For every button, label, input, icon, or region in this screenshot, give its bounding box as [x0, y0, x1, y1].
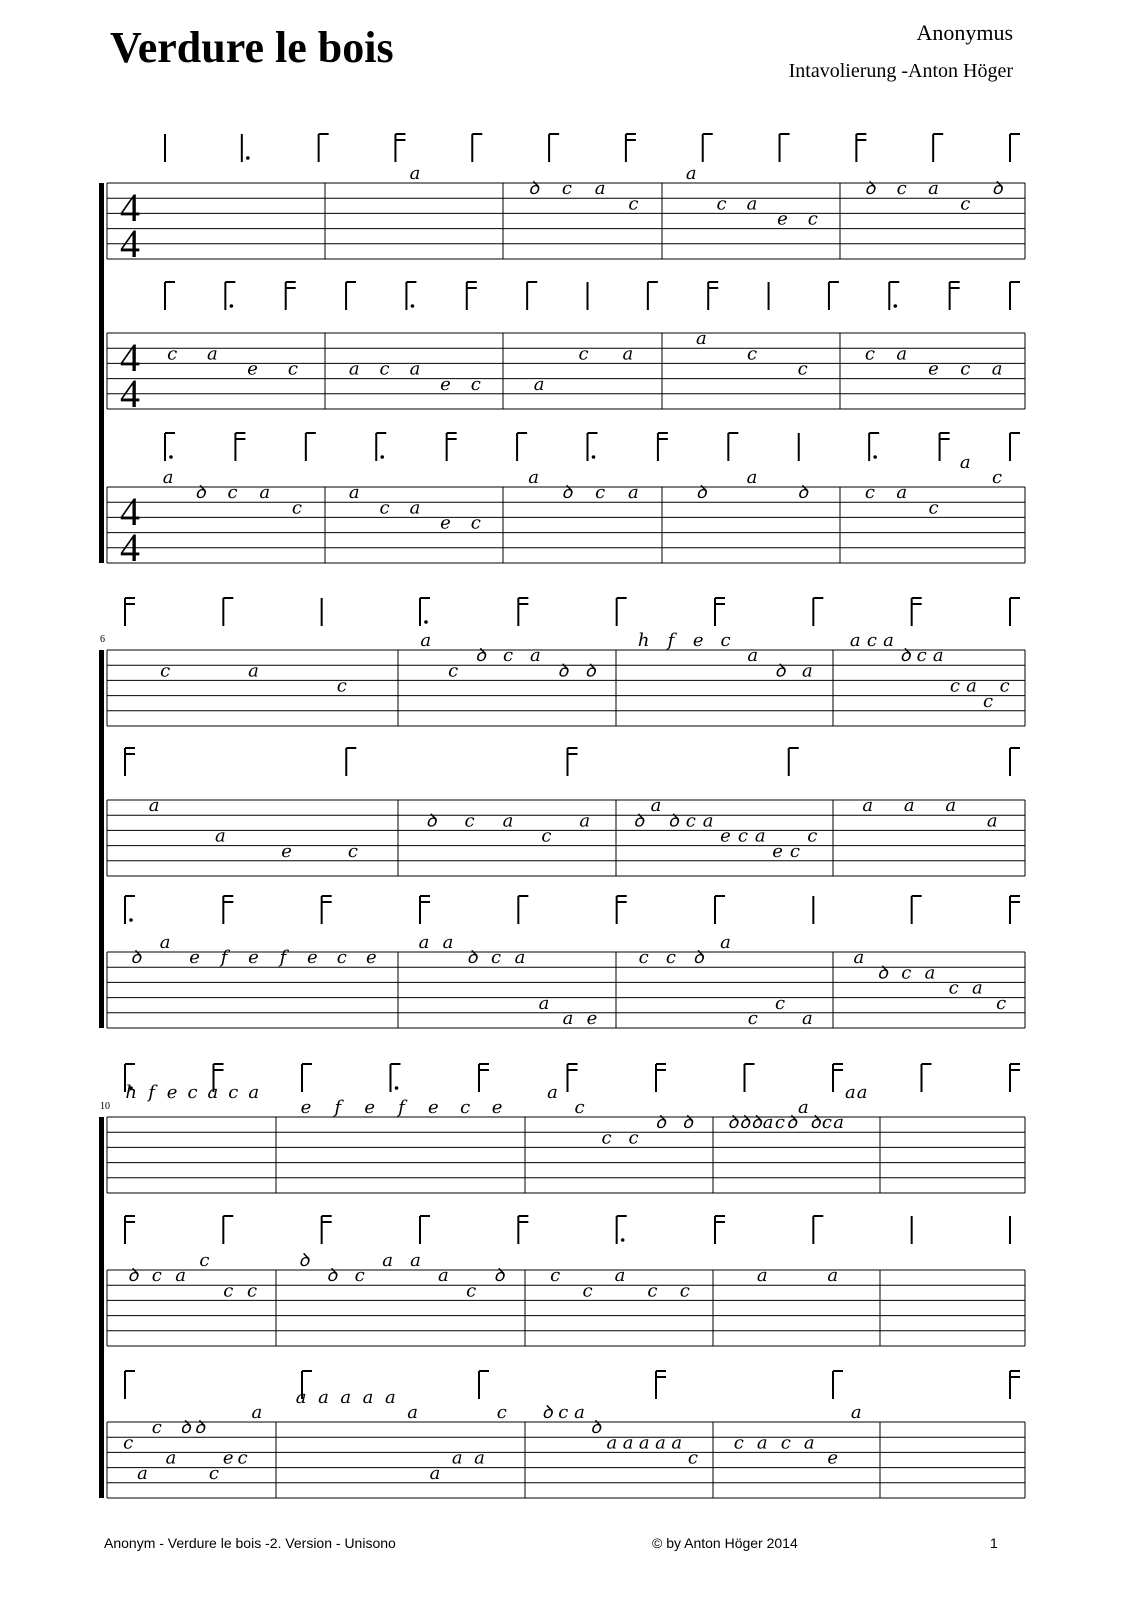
tab-letter: c [949, 675, 960, 697]
time-signature-bottom: 4 [120, 525, 140, 570]
tab-letter: f [148, 1081, 155, 1103]
rhythm-dot [380, 455, 384, 459]
tab-letter: c [550, 1265, 561, 1287]
tab-letter: a [502, 810, 514, 832]
tab-letter: a [259, 482, 271, 504]
tab-letter: c [160, 660, 171, 682]
tab-letter: c [733, 1432, 744, 1454]
tab-letter: c [628, 1127, 639, 1149]
tab-letter: e [772, 840, 783, 862]
tab-letter: c [578, 343, 589, 365]
tab-letter: ꝺ [130, 947, 142, 969]
tab-letter: a [382, 1250, 393, 1271]
tab-letter: a [162, 467, 174, 488]
tab-letter: a [862, 795, 874, 817]
tab-letter: ꝺ [668, 810, 679, 832]
tab-letter: c [737, 825, 748, 847]
tab-letter: c [470, 373, 481, 395]
tab-letter: c [821, 1112, 832, 1134]
tab-letter: a [318, 1386, 329, 1408]
tab-letter: a [798, 1097, 809, 1118]
tab-letter: c [502, 645, 514, 667]
tab-letter: c [541, 825, 552, 847]
rhythm-dot [592, 455, 596, 459]
tab-letter: c [247, 1280, 258, 1302]
tab-letter: c [448, 660, 459, 682]
tab-letter: c [960, 193, 971, 215]
footer-copyright: © by Anton Höger 2014 [652, 1535, 798, 1551]
rhythm-dot [411, 304, 415, 308]
tab-letter: c [582, 1280, 593, 1302]
tab-letter: c [807, 825, 818, 847]
time-signature-top: 4 [120, 335, 140, 380]
tab-letter: e [586, 1008, 598, 1029]
tab-letter: a [991, 358, 1003, 380]
tab-letter: ꝺ [298, 1250, 310, 1271]
tab-letter: a [622, 343, 634, 365]
tab-letter: c [336, 675, 347, 697]
tab-letter: c [151, 1265, 162, 1287]
tab-letter: ꝺ [326, 1265, 338, 1287]
tab-letter: a [528, 467, 539, 488]
time-signature-bottom: 4 [120, 371, 140, 416]
tab-letter: a [418, 932, 430, 953]
tab-letter: h [125, 1081, 138, 1103]
rhythm-dot [129, 918, 133, 922]
tab-letter: h [637, 630, 650, 651]
tab-letter: a [695, 328, 707, 350]
tab-letter: a [883, 630, 894, 651]
tab-letter: a [409, 358, 421, 380]
tab-letter: c [601, 1127, 612, 1149]
tab-letter: a [207, 343, 218, 365]
rhythm-dot [424, 620, 428, 624]
tab-letter: ꝺ [864, 178, 876, 200]
tab-letter: a [410, 1250, 421, 1271]
time-signature-top: 4 [120, 489, 140, 534]
tab-letter: ꝺ [528, 178, 540, 200]
tab-letter: ꝺ [561, 482, 573, 504]
tab-letter: a [762, 1112, 774, 1134]
tab-letter: e [928, 358, 939, 380]
tab-letter: ꝺ [584, 660, 596, 682]
tab-letter: f [334, 1097, 342, 1118]
tab-letter: c [460, 1097, 471, 1118]
tab-letter: e [307, 947, 318, 969]
tab-letter: a [514, 947, 526, 969]
composer: Anonymus [916, 20, 1013, 45]
tab-letter: ꝺ [877, 962, 888, 984]
tab-letter: c [228, 1081, 239, 1103]
tab-letter: ꝺ [179, 1417, 191, 1439]
tab-letter: a [606, 1432, 618, 1454]
tab-letter: a [207, 1081, 219, 1103]
tab-letter: e [281, 840, 292, 862]
tab-letter: a [702, 810, 714, 832]
tab-letter: a [429, 1462, 441, 1484]
tab-letter: a [137, 1462, 148, 1484]
tab-letter: a [685, 163, 697, 184]
tab-letter: f [220, 947, 228, 969]
tab-letter: a [574, 1402, 585, 1423]
tab-letter: e [692, 630, 704, 651]
tab-letter: a [932, 645, 944, 667]
tab-letter: e [222, 1447, 234, 1469]
tab-letter: c [999, 675, 1010, 697]
rhythm-dot [230, 304, 234, 308]
tab-letter: e [777, 208, 788, 230]
arranger-credit: Intavolierung -Anton Höger [788, 60, 1013, 82]
tab-letter: a [248, 660, 259, 682]
tab-letter: ꝺ [493, 1265, 505, 1287]
tab-letter: c [470, 512, 481, 534]
tab-letter: a [850, 1402, 862, 1423]
tab-letter: a [801, 1008, 813, 1029]
tab-letter: c [167, 343, 178, 365]
tab-letter: c [720, 630, 731, 651]
tab-letter: a [530, 645, 541, 667]
rhythm-dot [169, 455, 173, 459]
tab-letter: a [849, 630, 861, 651]
tab-letter: a [833, 1112, 844, 1134]
tab-letter: f [398, 1097, 405, 1118]
tab-letter: c [647, 1280, 658, 1302]
tab-letter: c [948, 977, 959, 999]
tab-letter: a [474, 1447, 485, 1469]
tab-letter: a [746, 193, 758, 215]
tab-letter: a [803, 1432, 815, 1454]
system-bracket [99, 183, 104, 563]
tab-letter: a [215, 825, 226, 847]
tab-letter: a [165, 1447, 177, 1469]
tab-letter: e [247, 358, 258, 380]
tab-letter: a [451, 1447, 463, 1469]
tab-letter: a [409, 497, 421, 519]
footer-left: Anonym - Verdure le bois -2. Version - Unisono [104, 1535, 396, 1551]
tab-letter: a [986, 810, 998, 832]
tab-letter: c [379, 358, 390, 380]
tab-letter: c [679, 1280, 690, 1302]
tab-letter: c [558, 1402, 569, 1423]
tab-letter: ꝺ [809, 1112, 821, 1134]
tab-letter: ꝺ [682, 1112, 693, 1134]
tab-letter: a [747, 645, 759, 667]
tab-letter: ꝺ [541, 1402, 553, 1423]
tab-letter: a [928, 178, 939, 200]
tab-letter: c [379, 497, 390, 519]
tab-letter: c [916, 645, 927, 667]
tab-letter: c [746, 343, 758, 365]
tab-letter: c [992, 467, 1003, 488]
rhythm-dot [893, 304, 897, 308]
tab-letter: e [365, 947, 377, 969]
tab-letter: c [208, 1462, 219, 1484]
tab-letter: ꝺ [194, 1417, 206, 1439]
tab-letter: e [166, 1081, 178, 1103]
rhythm-dot [246, 156, 250, 160]
tab-letter: a [148, 795, 160, 817]
tab-letter: c [595, 482, 606, 504]
tab-letter: a [248, 1081, 260, 1103]
tab-letter: c [996, 992, 1007, 1014]
tab-letter: ꝺ [475, 645, 486, 667]
tab-letter: a [756, 1432, 768, 1454]
tab-letter: c [864, 343, 875, 365]
page-title: Verdure le bois [110, 23, 394, 72]
tab-letter: c [199, 1250, 210, 1271]
tab-letter: a [437, 1265, 449, 1287]
tab-letter: a [853, 947, 865, 969]
tab-letter: ꝺ [425, 810, 437, 832]
tab-letter: c [928, 497, 939, 519]
tab-letter: c [466, 1280, 477, 1302]
tab-letter: c [901, 962, 912, 984]
time-signature-top: 4 [120, 185, 140, 230]
tab-letter: ꝺ [692, 947, 704, 969]
tab-letter: a [579, 810, 591, 832]
tab-letter: a [959, 451, 971, 473]
tab-letter: a [924, 962, 936, 984]
tab-letter: a [251, 1402, 263, 1423]
tab-letter: a [628, 482, 639, 504]
tab-letter: c [347, 840, 358, 862]
tab-letter: ꝺ [727, 1112, 739, 1134]
tab-letter: c [496, 1402, 507, 1423]
tab-letter: a [966, 675, 977, 697]
tab-letter: c [223, 1280, 234, 1302]
rhythm-dot [621, 1238, 625, 1242]
tab-letter: a [746, 467, 758, 488]
tab-letter: e [189, 947, 200, 969]
tab-letter: a [562, 1008, 574, 1029]
tab-letter: c [187, 1081, 198, 1103]
tab-letter: e [440, 373, 451, 395]
system-bracket [99, 650, 104, 1028]
time-signature-bottom: 4 [120, 221, 140, 266]
tab-letter: c [896, 178, 907, 200]
tab-letter: c [237, 1447, 248, 1469]
tab-letter: c [464, 810, 475, 832]
tab-letter: c [354, 1265, 365, 1287]
tab-letter: c [287, 358, 298, 380]
tab-letter: a [896, 343, 908, 365]
tab-letter: ꝺ [655, 1112, 666, 1134]
tab-letter: a [159, 932, 171, 953]
tab-letter: c [775, 992, 786, 1014]
tab-letter: a [384, 1386, 396, 1408]
tab-letter: c [490, 947, 502, 969]
tab-letter: c [151, 1417, 162, 1439]
tab-letter: e [440, 512, 451, 534]
tab-letter: c [716, 193, 727, 215]
tab-letter: a [622, 1432, 634, 1454]
tab-letter: a [594, 178, 606, 200]
tab-letter: a [845, 1081, 856, 1103]
tab-letter: a [671, 1432, 683, 1454]
system-bracket [99, 1117, 104, 1498]
tab-letter: c [561, 178, 572, 200]
tab-letter: a [409, 163, 421, 184]
tab-letter: e [300, 1097, 312, 1118]
tab-letter: f [279, 947, 287, 969]
tab-letter: a [420, 630, 432, 651]
tab-letter: c [960, 358, 971, 380]
tab-letter: c [983, 690, 994, 712]
tab-letter: c [687, 1447, 698, 1469]
tab-letter: c [123, 1432, 134, 1454]
tab-letter: a [362, 1386, 374, 1408]
tab-letter: c [789, 840, 801, 862]
tab-letter: c [291, 497, 302, 519]
tab-letter: ꝺ [991, 178, 1003, 200]
tab-letter: a [533, 373, 545, 395]
tab-letter: a [655, 1432, 666, 1454]
tab-letter: ꝺ [797, 482, 809, 504]
tab-letter: a [801, 660, 813, 682]
tab-letter: c [807, 208, 818, 230]
tab-letter: a [348, 482, 360, 504]
tab-letter: ꝺ [899, 645, 911, 667]
tab-letter: ꝺ [557, 660, 569, 682]
tab-letter: a [945, 795, 957, 817]
tab-letter: ꝺ [633, 810, 645, 832]
rhythm-dot [395, 1086, 399, 1090]
tab-letter: e [364, 1097, 375, 1118]
tab-letter: a [827, 1265, 839, 1287]
tab-letter: a [856, 1081, 868, 1103]
page-number: 1 [990, 1535, 998, 1551]
tab-letter: e [428, 1097, 439, 1118]
tab-letter: a [756, 1265, 768, 1287]
tab-letter: a [348, 358, 360, 380]
tab-letter: a [972, 977, 983, 999]
measure-number: 10 [100, 1101, 110, 1112]
tab-letter: ꝺ [695, 482, 707, 504]
tab-letter: e [720, 825, 731, 847]
tab-letter: c [665, 947, 676, 969]
measure-number: 6 [100, 634, 105, 645]
tab-letter: a [407, 1402, 419, 1423]
tab-letter: a [442, 932, 454, 953]
tab-letter: a [547, 1081, 558, 1103]
tab-letter: c [685, 810, 696, 832]
tab-letter: c [227, 482, 238, 504]
tab-letter: c [864, 482, 875, 504]
tab-letter: f [667, 630, 675, 651]
tab-letter: ꝺ [750, 1112, 762, 1134]
tab-letter: a [903, 795, 915, 817]
tab-letter: c [747, 1008, 758, 1029]
tab-letter: ꝺ [739, 1112, 751, 1134]
tab-letter: c [797, 358, 808, 380]
rhythm-dot [873, 455, 877, 459]
tab-letter: ꝺ [127, 1265, 139, 1287]
tab-letter: a [295, 1386, 307, 1408]
tab-letter: c [574, 1097, 585, 1118]
tab-letter: ꝺ [466, 947, 478, 969]
tab-letter: c [774, 1112, 785, 1134]
tab-letter: ꝺ [194, 482, 206, 504]
tab-letter: a [896, 482, 908, 504]
tab-letter: ꝺ [774, 660, 786, 682]
tab-letter: e [491, 1097, 503, 1118]
tab-letter: c [336, 947, 347, 969]
tab-letter: a [614, 1265, 626, 1287]
tab-letter: c [628, 193, 639, 215]
tab-letter: c [866, 630, 877, 651]
tab-letter: e [248, 947, 259, 969]
tab-letter: c [638, 947, 649, 969]
tab-letter: a [340, 1386, 352, 1408]
tab-letter: a [175, 1265, 186, 1287]
tab-letter: c [780, 1432, 791, 1454]
tab-letter: a [538, 992, 550, 1014]
tab-letter: a [650, 795, 662, 817]
tab-letter: a [720, 932, 731, 953]
tab-letter: a [638, 1432, 650, 1454]
tab-letter: ꝺ [590, 1417, 602, 1439]
tab-letter: a [754, 825, 766, 847]
tab-letter: e [827, 1447, 839, 1469]
tab-letter: ꝺ [786, 1112, 798, 1134]
